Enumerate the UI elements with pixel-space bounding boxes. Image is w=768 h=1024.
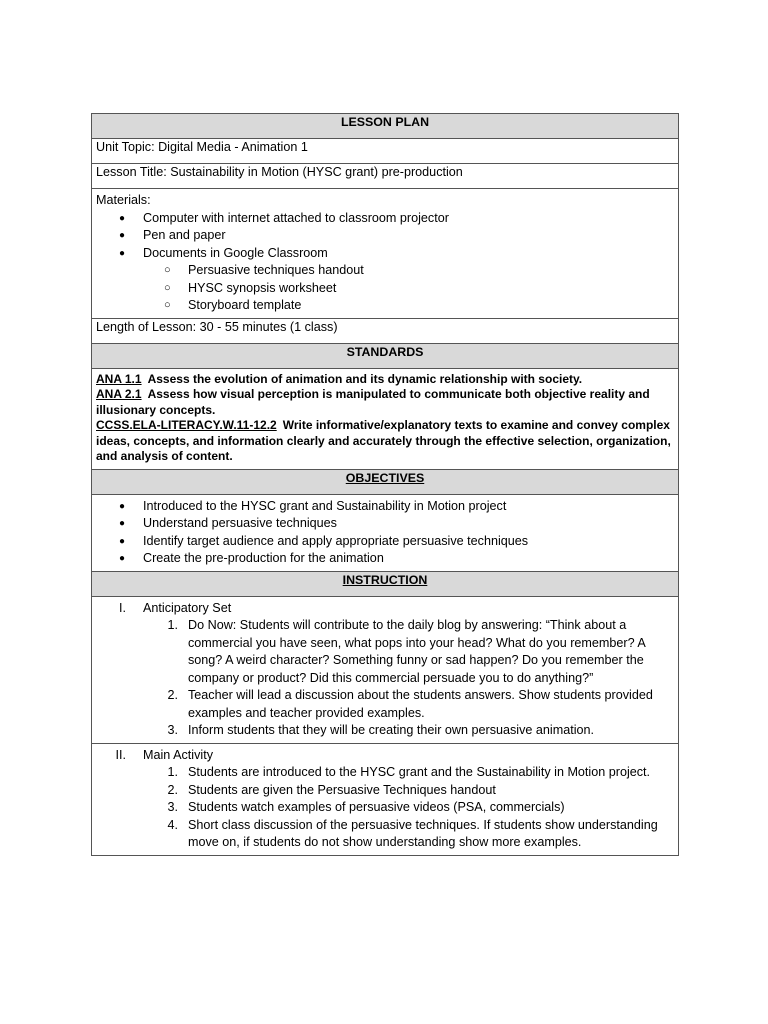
- instruction-heading: INSTRUCTION: [342, 572, 428, 587]
- section-title-text: Main Activity: [143, 747, 213, 762]
- objectives-row: [92, 494, 679, 571]
- lesson-plan-header-row: [92, 114, 679, 139]
- step-item: [96, 722, 674, 740]
- anticipatory-set-cell: [92, 596, 679, 743]
- main-activity-steps: [96, 764, 674, 852]
- step-number: 3.: [167, 800, 178, 814]
- standard-item: [96, 372, 674, 388]
- step-item: [96, 799, 674, 817]
- step-number: 1.: [167, 765, 178, 779]
- objective-item: ● Understand persuasive techniques: [96, 515, 674, 533]
- anticipatory-set-row: [92, 596, 679, 743]
- step-text: Inform students that they will be creating their own persuasive animation.: [188, 723, 595, 737]
- standard-item: [96, 387, 674, 418]
- step-item: [96, 687, 674, 722]
- standard-code: ANA 1.1: [96, 371, 142, 386]
- anticipatory-set-steps: [96, 617, 674, 740]
- step-text: Short class discussion of the persuasive techniques. If students show understanding move on, if students do not show understanding show more examples.: [188, 817, 658, 849]
- lesson-title: Lesson Title: Sustainability in Motion (HYSC grant) pre-production: [92, 164, 679, 189]
- step-text: Students are introduced to the HYSC grant and the Sustainability in Motion project.: [188, 765, 651, 779]
- standards-header-row: [92, 343, 679, 368]
- materials-label: Materials:: [96, 193, 151, 207]
- step-item: [96, 782, 674, 800]
- standards-heading: STANDARDS: [92, 343, 679, 368]
- instruction-header-row: [92, 571, 679, 596]
- objective-item: ● Introduced to the HYSC grant and Sustainability in Motion project: [96, 498, 674, 516]
- objectives-header-row: [92, 469, 679, 494]
- standards-row: [92, 368, 679, 469]
- materials-row: [92, 189, 679, 319]
- materials-item: ● Pen and paper: [96, 227, 674, 245]
- unit-topic: Unit Topic: Digital Media - Animation 1: [92, 139, 679, 164]
- section-title: [96, 747, 674, 765]
- step-number: 3.: [167, 723, 178, 737]
- standard-item: [96, 418, 674, 465]
- length-row: [92, 318, 679, 343]
- objective-item: ● Identify target audience and apply appropriate persuasive techniques: [96, 533, 674, 551]
- main-activity-cell: [92, 743, 679, 855]
- materials-subitem: ○ HYSC synopsis worksheet: [96, 280, 674, 298]
- materials-list: [96, 210, 674, 263]
- step-item: [96, 617, 674, 687]
- standard-code: ANA 2.1: [96, 387, 142, 401]
- standard-text: Assess the evolution of animation and its dynamic relationship with society.: [147, 371, 583, 386]
- materials-cell: [92, 189, 679, 319]
- lesson-title-row: [92, 164, 679, 189]
- standard-text: Assess how visual perception is manipulated to communicate both objective reality and illusionary concepts.: [96, 387, 650, 417]
- objectives-cell: [92, 494, 679, 571]
- standard-code: CCSS.ELA-LITERACY.W.11-12.2: [96, 418, 277, 432]
- step-number: 2.: [167, 688, 178, 702]
- step-text: Do Now: Students will contribute to the daily blog by answering: “Think about a commercial you have seen, what pops into your head? What do you remember? A song? A weird character? Something funny or sad happen? Do you remember the company or product? Did this commercial persuade you to do anything?”: [188, 618, 646, 685]
- materials-sublist: [96, 262, 674, 315]
- step-item: [96, 764, 674, 782]
- objective-item: ● Create the pre-production for the animation: [96, 550, 674, 568]
- step-number: 2.: [167, 782, 178, 797]
- materials-item: ● Documents in Google Classroom: [96, 245, 674, 263]
- section-numeral: I.: [119, 600, 126, 615]
- lesson-plan-title: LESSON PLAN: [92, 114, 679, 139]
- lesson-plan-table: [91, 113, 679, 856]
- objectives-heading: OBJECTIVES: [345, 470, 425, 485]
- materials-item: ● Computer with internet attached to classroom projector: [96, 210, 674, 228]
- section-title-text: Anticipatory Set: [143, 600, 232, 615]
- materials-subitem: ○ Persuasive techniques handout: [96, 262, 674, 280]
- step-text: Teacher will lead a discussion about the students answers. Show students provided examples and teacher provided examples.: [188, 688, 653, 720]
- step-item: [96, 817, 674, 852]
- section-title: [96, 600, 674, 618]
- section-numeral: II.: [115, 747, 126, 762]
- step-text: Students watch examples of persuasive videos (PSA, commercials): [188, 800, 565, 814]
- standard-text: Write informative/explanatory texts to examine and convey complex ideas, concepts, and information clearly and accurately through the effective selection, organization, and analysis of content.: [96, 418, 671, 463]
- lesson-length: Length of Lesson: 30 - 55 minutes (1 class): [92, 318, 679, 343]
- step-number: 1.: [167, 618, 178, 632]
- materials-subitem: ○ Storyboard template: [96, 297, 674, 315]
- standards-cell: [92, 368, 679, 469]
- main-activity-row: [92, 743, 679, 855]
- objectives-list: [96, 498, 674, 568]
- unit-topic-row: [92, 139, 679, 164]
- step-number: 4.: [167, 817, 178, 832]
- step-text: Students are given the Persuasive Techniques handout: [188, 782, 496, 797]
